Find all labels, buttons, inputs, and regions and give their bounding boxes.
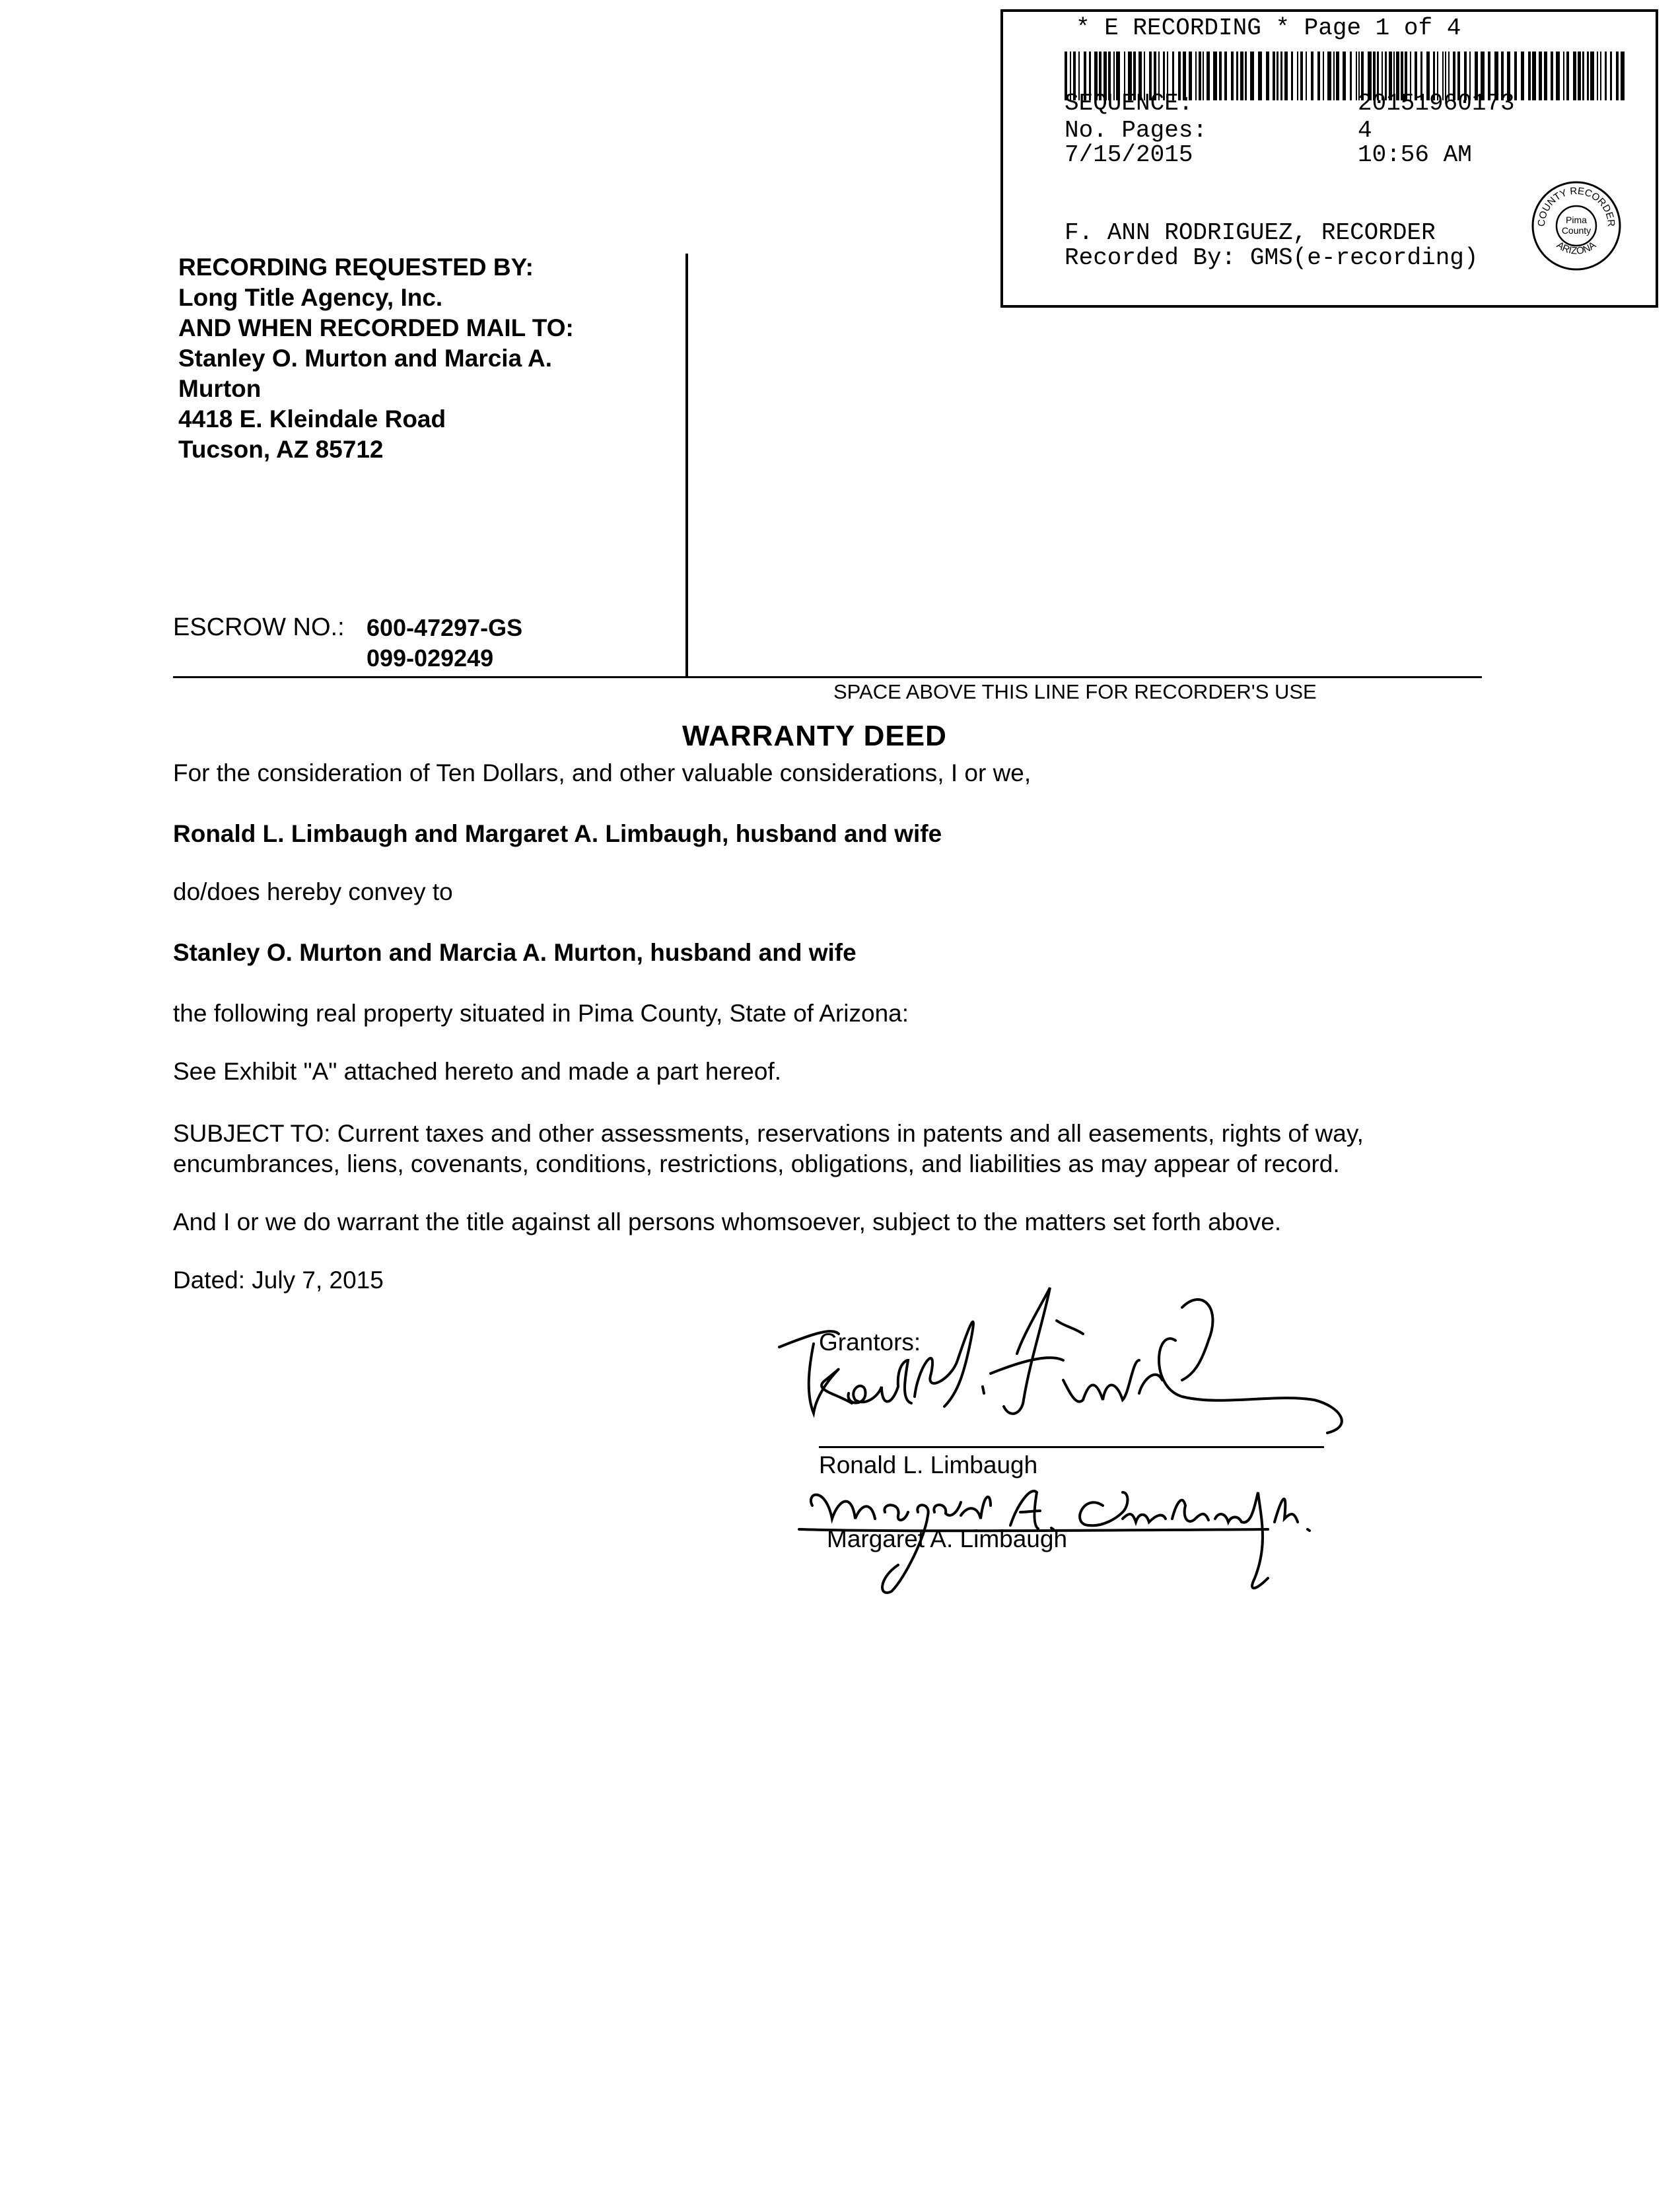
convey-text: do/does hereby convey to bbox=[173, 878, 453, 905]
address-line1: 4418 E. Kleindale Road bbox=[178, 405, 446, 433]
signer-2-name: Margaret A. Limbaugh bbox=[827, 1525, 1068, 1552]
address-line2: Tucson, AZ 85712 bbox=[178, 436, 384, 463]
record-time: 10:56 AM bbox=[1358, 141, 1472, 168]
grantees-text: Stanley O. Murton and Marcia A. Murton, husband and wife bbox=[173, 939, 857, 966]
requested-by: Long Title Agency, Inc. bbox=[178, 284, 443, 311]
seal-bottom-text: ARIZONA bbox=[1554, 239, 1599, 257]
space-above-note: SPACE ABOVE THIS LINE FOR RECORDER'S USE bbox=[833, 680, 1317, 703]
svg-text:ARIZONA bbox=[1555, 240, 1598, 257]
escrow-number-1: 600-47297-GS bbox=[367, 614, 523, 641]
recorder-stamp bbox=[1000, 9, 1658, 308]
consideration-text: For the consideration of Ten Dollars, and other valuable considerations, I or we, bbox=[173, 759, 1032, 786]
warrant-text: And I or we do warrant the title against all persons whomsoever, subject to the matters set forth above. bbox=[173, 1208, 1282, 1235]
pages-label: No. Pages: bbox=[1065, 117, 1208, 144]
vertical-divider bbox=[685, 254, 688, 676]
mail-to-line1: Stanley O. Murton and Marcia A. bbox=[178, 345, 553, 372]
signature-line-1 bbox=[819, 1446, 1324, 1448]
pages-value: 4 bbox=[1358, 117, 1372, 144]
escrow-number-2: 099-029249 bbox=[367, 644, 494, 672]
escrow-label: ESCROW NO.: bbox=[173, 613, 345, 641]
grantors-label: Grantors: bbox=[819, 1329, 921, 1356]
recorder-name: F. ANN RODRIGUEZ, RECORDER bbox=[1065, 219, 1436, 246]
mail-to-line2: Murton bbox=[178, 375, 262, 402]
recorder-space-line bbox=[173, 676, 1482, 678]
grantors-text: Ronald L. Limbaugh and Margaret A. Limbaugh, husband and wife bbox=[173, 820, 942, 847]
sequence-label: SEQUENCE: bbox=[1065, 90, 1193, 117]
subject-to-line2: encumbrances, liens, covenants, conditions, restrictions, obligations, and liabilities as may appear of record. bbox=[173, 1150, 1340, 1177]
county-seal-icon bbox=[1529, 178, 1624, 273]
signer-1-name: Ronald L. Limbaugh bbox=[819, 1451, 1038, 1478]
record-date: 7/15/2015 bbox=[1065, 141, 1193, 168]
property-text: the following real property situated in Pima County, State of Arizona: bbox=[173, 1000, 909, 1027]
mail-to-label: AND WHEN RECORDED MAIL TO: bbox=[178, 314, 574, 341]
signature-ronald bbox=[773, 1281, 1433, 1453]
stamp-header: * E RECORDING * Page 1 of 4 bbox=[1076, 15, 1461, 42]
dated-text: Dated: July 7, 2015 bbox=[173, 1267, 384, 1294]
seal-top-text: COUNTY RECORDER bbox=[1535, 185, 1617, 227]
seal-inner-line1: Pima bbox=[1566, 215, 1587, 225]
subject-to-line1: SUBJECT TO: Current taxes and other assessments, reservations in patents and all easements, rights of way, bbox=[173, 1120, 1364, 1147]
exhibit-text: See Exhibit "A" attached hereto and made a part hereof. bbox=[173, 1058, 782, 1085]
seal-inner-line2: County bbox=[1561, 225, 1592, 236]
page-title: WARRANTY DEED bbox=[682, 720, 947, 752]
requested-by-label: RECORDING REQUESTED BY: bbox=[178, 254, 534, 281]
recorded-by: Recorded By: GMS(e-recording) bbox=[1065, 244, 1479, 271]
sequence-value: 20151960173 bbox=[1358, 90, 1515, 117]
